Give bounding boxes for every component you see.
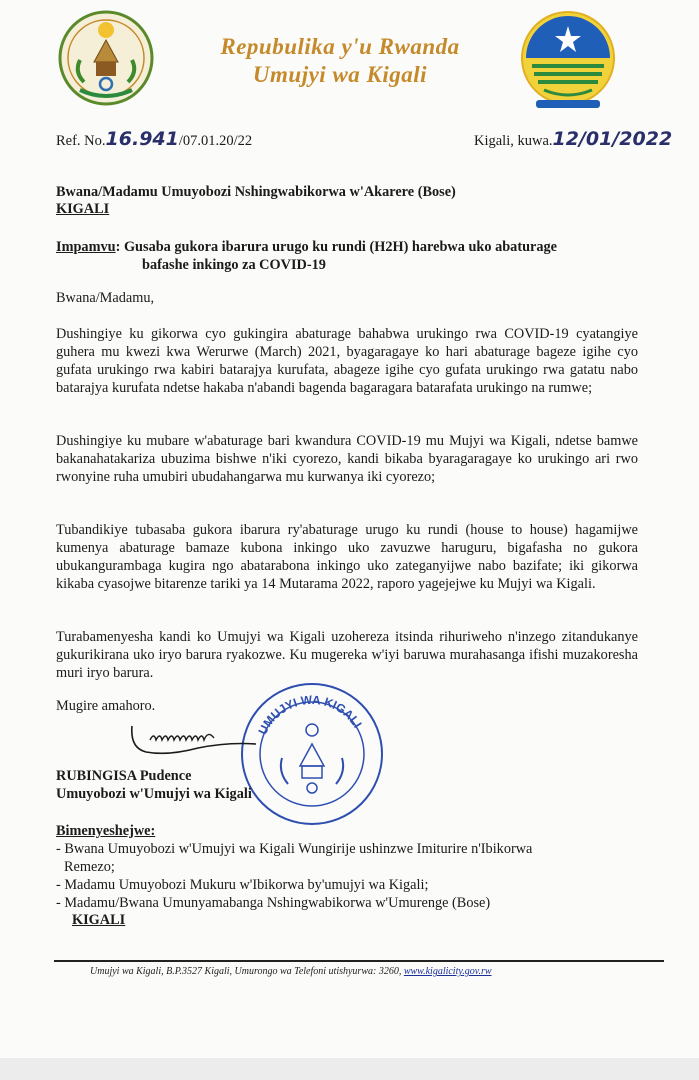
ref-label: Ref. No.	[56, 133, 106, 149]
city-stamp-icon	[238, 680, 386, 828]
salutation: Bwana/Madamu,	[56, 290, 155, 306]
kigali-city-logo-icon	[518, 8, 618, 112]
cc-item-3: - Madamu/Bwana Umunyamabanga Nshingwabikorwa w'Umurenge (Bose)	[56, 895, 491, 911]
rwanda-coat-of-arms-icon	[58, 10, 154, 106]
body-paragraph-2: Dushingiye ku mubare w'abaturage bari kwandura COVID-19 mu Mujyi wa Kigali, ndetse bamwe bakanahatakariza ubuzima bishwe n'iki cyorezo, kandi bikaba byaragaragaye ko urukingo ari rwo rwonyine ruha umubiri ubudahangarwa mu kurwanya iki cyorezo;	[56, 433, 638, 485]
svg-text:UMUJYI WA KIGALI: UMUJYI WA KIGALI	[255, 692, 365, 737]
subject-line2: bafashe inkingo za COVID-19	[142, 257, 326, 273]
cc-item-1-cont: Remezo;	[64, 859, 115, 875]
handwritten-signature-icon	[128, 718, 260, 758]
closing: Mugire amahoro.	[56, 698, 156, 714]
body-paragraph-1: Dushingiye ku gikorwa cyo gukingira abaturage bahabwa urukingo rwa COVID-19 cyatangiye guhera mu kwezi kwa Werurwe (March) 2021, byagaragaye ko hari abaturage bageze igihe cyo gufata urukingo rwa kabiri batarajya kurufata, abageze igihe cyo gufata urukingo rwa gatatu nabo batarajya kurufata ndetse hakaba n'abandi bagenda bagaragara batarafata urukingo na rumwe;	[56, 326, 638, 396]
subject: Impamvu: Gusaba gukora ibarura urugo ku rundi (H2H) harebwa uko abaturage bafashe inkingo za COVID-19	[56, 238, 656, 274]
addressee-title: Bwana/Madamu Umuyobozi Nshingwabikorwa w'Akarere (Bose)	[56, 184, 456, 200]
letter-date	[474, 128, 672, 150]
scan-bottom-edge	[0, 1058, 699, 1080]
signer-title: Umuyobozi w'Umujyi wa Kigali	[56, 786, 252, 802]
footer-divider	[54, 960, 664, 962]
subject-line1: Gusaba gukora ibarura urugo ku rundi (H2H) harebwa uko abaturage	[123, 239, 558, 255]
ref-handwritten-number: 16.941	[105, 128, 179, 150]
ref-suffix: /07.01.20/22	[178, 133, 253, 149]
reference-number	[56, 128, 252, 150]
cc-city: KIGALI	[72, 912, 126, 928]
footer-text: Umujyi wa Kigali, B.P.3527 Kigali, Umurongo wa Telefoni utishyurwa: 3260,	[90, 966, 404, 977]
addressee-city: KIGALI	[56, 201, 110, 217]
date-label: Kigali, kuwa.	[474, 133, 553, 149]
cc-heading: Bimenyeshejwe:	[56, 823, 156, 839]
footer-website-link[interactable]: www.kigalicity.gov.rw	[403, 966, 492, 977]
body-paragraph-4: Turabamenyesha kandi ko Umujyi wa Kigali uzohereza itsinda rihuriweho n'inzego zitandukanye gukurikirana uko iryo barura ryakozwe. Ku mugereka w'iyi baruwa murahasanga ifishi muzakoresha muri iryo barura.	[56, 629, 638, 681]
subject-label: Impamvu	[56, 239, 116, 255]
footer	[90, 966, 492, 977]
header-republic: Repubulika y'u Rwanda	[220, 34, 460, 59]
date-handwritten-value: 12/01/2022	[552, 128, 673, 150]
header-city: Umujyi wa Kigali	[252, 62, 428, 87]
cc-item-1: - Bwana Umuyobozi w'Umujyi wa Kigali Wungirije ushinzwe Imiturire n'Ibikorwa	[56, 841, 533, 857]
signer-name: RUBINGISA Pudence	[56, 768, 192, 784]
body-paragraph-3: Tubandikiye tubasaba gukora ibarura ry'abaturage urugo ku rundi (house to house) hagamijwe kumenya abaturage bamaze kubona inkingo uko zavuzwe haruguru, bigafasha no gukora ubukangurambaga kugira ngo abatarabona inkingo uko zateganyijwe nabo bazifate; iki gikorwa kikaba cyasojwe bitarenze tariki ya 14 Mutarama 2022, raporo yagejejwe ku Mujyi wa Kigali.	[56, 522, 638, 592]
cc-item-2: - Madamu Umuyobozi Mukuru w'Ibikorwa by'umujyi wa Kigali;	[56, 877, 429, 893]
